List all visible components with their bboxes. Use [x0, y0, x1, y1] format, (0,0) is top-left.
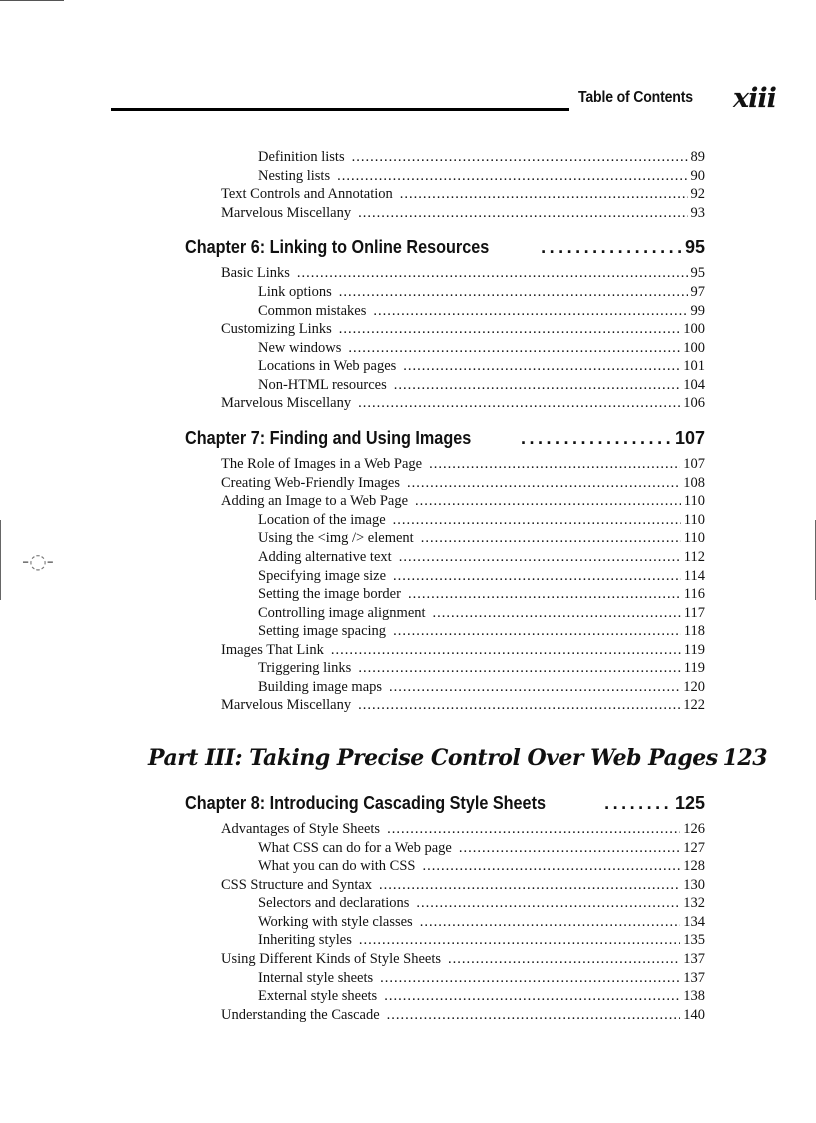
- toc-entry: Setting the image border ..... 116: [258, 585, 705, 603]
- toc-entry: Creating Web-Friendly Images ..... 108: [221, 474, 705, 492]
- toc-entry: Link options ..... 97: [258, 283, 705, 301]
- page-number: xiii: [733, 83, 776, 114]
- toc-entry: Images That Link ..... 119: [221, 641, 705, 659]
- toc-entry: Locations in Web pages ..... 101: [258, 357, 705, 375]
- chapter-heading: Chapter 6: Linking to Online Resources ..... 95: [185, 236, 705, 258]
- toc-entry: External style sheets ..... 138: [258, 987, 705, 1005]
- toc-entry: Marvelous Miscellany ..... 93: [221, 204, 705, 222]
- registration-mark-icon: -◌-: [22, 549, 54, 573]
- toc-entry: What CSS can do for a Web page ..... 127: [258, 839, 705, 857]
- toc-entry: The Role of Images in a Web Page ..... 107: [221, 455, 705, 473]
- crop-mark-top: [0, 0, 64, 1]
- header-rule: [111, 108, 569, 111]
- toc-entry: Common mistakes ..... 99: [258, 302, 705, 320]
- toc-entry: CSS Structure and Syntax ..... 130: [221, 876, 705, 894]
- toc-entry: Triggering links ..... 119: [258, 659, 705, 677]
- crop-mark-left: [0, 520, 1, 600]
- part-heading: Part III: Taking Precise Control Over Web Pages 123: [148, 745, 768, 771]
- toc-entry: Adding alternative text ..... 112: [258, 548, 705, 566]
- toc-entry: Using the <img /> element ..... 110: [258, 529, 705, 547]
- toc-entry: Customizing Links ..... 100: [221, 320, 705, 338]
- toc-entry: Definition lists ..... 89: [258, 148, 705, 166]
- toc-entry: Adding an Image to a Web Page ..... 110: [221, 492, 705, 510]
- toc-entry: Setting image spacing ..... 118: [258, 622, 705, 640]
- toc-entry: Location of the image ..... 110: [258, 511, 705, 529]
- toc-entry: Text Controls and Annotation ..... 92: [221, 185, 705, 203]
- toc-entry: New windows ..... 100: [258, 339, 705, 357]
- toc-entry: Marvelous Miscellany ..... 106: [221, 394, 705, 412]
- toc-entry: Basic Links ..... 95: [221, 264, 705, 282]
- toc-entry: Specifying image size ..... 114: [258, 567, 705, 585]
- toc-entry: Working with style classes ..... 134: [258, 913, 705, 931]
- toc-entry: Marvelous Miscellany ..... 122: [221, 696, 705, 714]
- toc-entry: Inheriting styles ..... 135: [258, 931, 705, 949]
- toc-entry: Controlling image alignment ..... 117: [258, 604, 705, 622]
- running-header-title: Table of Contents: [578, 89, 693, 106]
- toc-entry: Internal style sheets ..... 137: [258, 969, 705, 987]
- toc-entry: Non-HTML resources ..... 104: [258, 376, 705, 394]
- toc-entry: What you can do with CSS ..... 128: [258, 857, 705, 875]
- chapter-heading: Chapter 8: Introducing Cascading Style Sheets ..... 125: [185, 792, 705, 814]
- toc-entry: Advantages of Style Sheets ..... 126: [221, 820, 705, 838]
- chapter-heading: Chapter 7: Finding and Using Images ..... 107: [185, 427, 705, 449]
- toc-entry: Understanding the Cascade ..... 140: [221, 1006, 705, 1024]
- toc-entry: Using Different Kinds of Style Sheets ..... 137: [221, 950, 705, 968]
- toc-entry: Nesting lists ..... 90: [258, 167, 705, 185]
- toc-entry: Selectors and declarations ..... 132: [258, 894, 705, 912]
- toc-entry: Building image maps ..... 120: [258, 678, 705, 696]
